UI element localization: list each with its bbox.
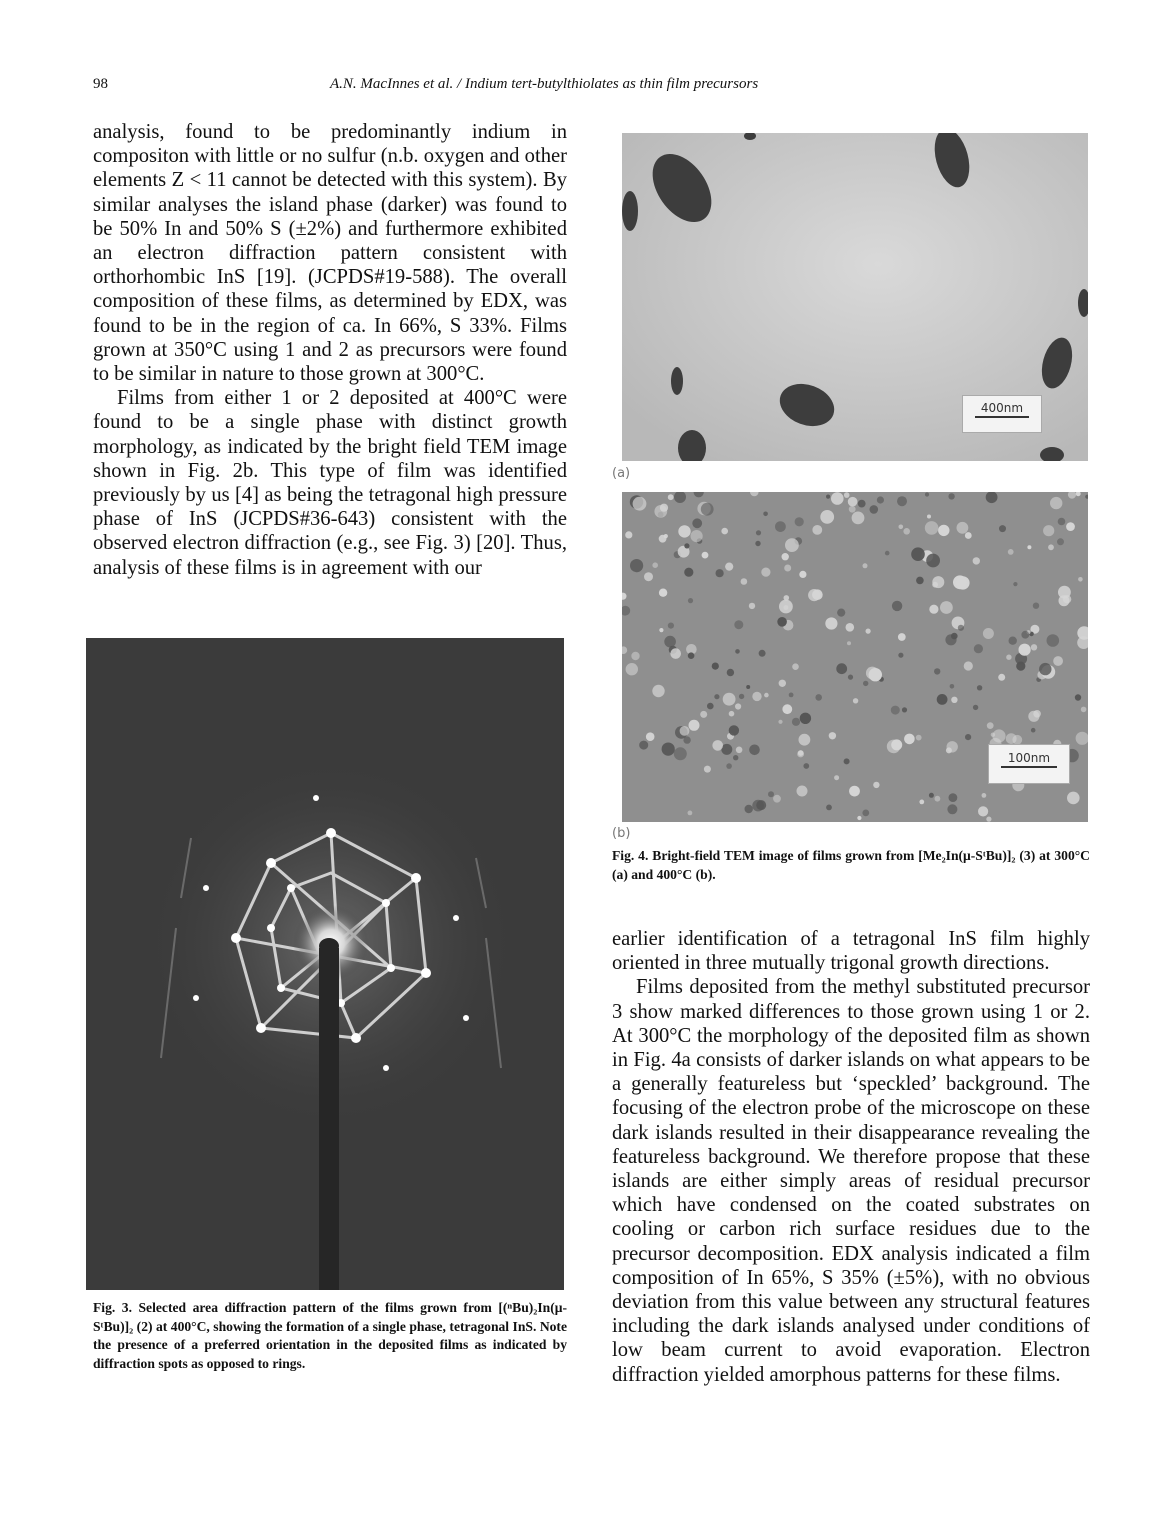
speckle — [929, 793, 934, 798]
speckle — [1067, 792, 1080, 805]
speckle — [799, 571, 806, 578]
speckle — [934, 668, 940, 674]
speckle — [716, 569, 724, 577]
speckle — [911, 547, 925, 561]
speckle — [712, 740, 723, 751]
speckle — [826, 805, 832, 811]
speckle — [825, 617, 837, 629]
speckle — [964, 661, 973, 670]
speckle — [1021, 631, 1029, 639]
speckle — [863, 563, 868, 568]
speckle — [1081, 707, 1087, 713]
right-paragraph-1: earlier identification of a tetragonal InS film highly oriented in three mutually trigonal growth directions. — [612, 928, 1090, 975]
speckle — [723, 693, 736, 706]
speckle — [735, 703, 741, 709]
speckle — [646, 732, 655, 741]
speckle — [919, 800, 924, 805]
fig4-panel-b-label: (b) — [612, 826, 631, 841]
speckle — [726, 763, 732, 769]
speckle — [789, 693, 794, 698]
speckle — [707, 703, 714, 710]
speckle — [752, 692, 761, 701]
speckle — [999, 525, 1006, 532]
speckle — [1058, 518, 1066, 526]
speckle — [736, 747, 743, 754]
speckle — [869, 668, 882, 681]
speckle — [935, 796, 941, 802]
speckle — [680, 726, 690, 736]
speckle — [947, 804, 957, 814]
speckle — [692, 518, 702, 528]
speckle — [891, 706, 900, 715]
speckle — [987, 722, 994, 729]
speckle — [983, 628, 994, 639]
speckle — [729, 725, 739, 735]
speckle — [792, 663, 799, 670]
speckle — [704, 766, 711, 773]
speckle — [768, 791, 774, 797]
speckle — [998, 674, 1005, 681]
speckle — [741, 578, 748, 585]
speckle — [847, 641, 851, 645]
fig4b-tem-image — [622, 492, 1088, 822]
speckle — [729, 711, 735, 717]
speckle — [797, 786, 808, 797]
speckle — [1075, 694, 1081, 700]
speckle — [937, 694, 948, 705]
speckle — [761, 568, 770, 577]
speckle — [749, 603, 755, 609]
speckle — [759, 650, 766, 657]
speckle — [803, 763, 809, 769]
speckle — [735, 649, 740, 654]
speckle — [652, 562, 658, 568]
speckle — [904, 734, 915, 745]
speckle — [755, 541, 760, 546]
fig3-caption-text: Selected area diffraction pattern of the films grown from [(ⁿBu)₂In(μ-SᵗBu)]₂ (2) at 400°C, showing the formation of a single phase, tetragonal InS. Note the presence of a preferred orientation in the deposited films as indicated by diffraction spots as opposed to rings. — [93, 1300, 567, 1371]
speckle — [1006, 733, 1017, 744]
speckle — [725, 563, 733, 571]
speckle — [831, 492, 844, 505]
speckle — [903, 528, 910, 535]
speckle — [785, 538, 799, 552]
speckle — [749, 745, 760, 756]
left-text-column — [93, 120, 567, 580]
speckle — [792, 718, 800, 726]
speckle — [940, 601, 953, 614]
speckle — [631, 652, 639, 660]
speckle — [639, 741, 648, 750]
speckle — [950, 684, 955, 689]
speckle — [863, 681, 868, 686]
speckle — [1031, 644, 1037, 650]
speckle — [932, 576, 944, 588]
speckle — [946, 747, 952, 753]
speckle — [916, 735, 922, 741]
running-head: A.N. MacInnes et al. / Indium tert-butylthiolates as thin film precursors — [330, 76, 759, 92]
scale-bar-b — [988, 744, 1070, 784]
speckle — [1016, 662, 1025, 671]
speckle — [957, 522, 969, 534]
speckle — [778, 720, 782, 724]
speckle — [659, 628, 663, 632]
speckle — [626, 663, 638, 675]
speckle — [701, 503, 714, 516]
speckle — [1048, 544, 1054, 550]
speckle — [849, 506, 856, 513]
speckle — [958, 625, 964, 631]
speckle — [773, 795, 781, 803]
speckle — [1078, 577, 1083, 582]
page-number: 98 — [93, 76, 108, 92]
speckle — [684, 568, 693, 577]
speckle — [756, 530, 761, 535]
speckle — [779, 680, 786, 687]
speckle — [973, 557, 980, 564]
speckle — [1057, 538, 1064, 545]
speckle — [721, 528, 728, 535]
speckle — [746, 685, 750, 689]
speckle — [739, 694, 744, 699]
speckle — [885, 551, 890, 556]
right-text-column — [612, 927, 1090, 1387]
speckle — [1053, 656, 1063, 666]
speckle — [1043, 525, 1054, 536]
speckle — [625, 531, 632, 538]
speckle — [812, 589, 823, 600]
speckle — [1033, 603, 1039, 609]
speckle — [862, 810, 869, 817]
speckle — [1009, 637, 1017, 645]
speckle — [688, 598, 693, 603]
speckle — [877, 496, 884, 503]
speckle — [1039, 663, 1051, 675]
speckle — [892, 601, 902, 611]
speckle — [974, 644, 983, 653]
speckle — [834, 775, 839, 780]
speckle — [702, 552, 709, 559]
speckle — [734, 620, 743, 629]
speckle — [691, 530, 703, 542]
left-paragraph-2: Films from either 1 or 2 deposited at 400°C were found to be a single phase with distinct growth morphology, as indicated by the bright field TEM image shown in Fig. 2b. This type of film was identified previously by us [4] as being the tetragonal high pressure phase of InS (JCPDS#36-643) consistent with the observed electron diffraction (e.g., see Fig. 3) [20]. Thus, analysis of these films is in agreement with our — [93, 387, 567, 579]
fig4a-tem-image — [622, 133, 1088, 461]
speckle — [782, 704, 792, 714]
speckle — [982, 793, 987, 798]
fig4-caption — [612, 847, 1090, 884]
speckle — [948, 493, 954, 499]
speckle — [925, 492, 929, 496]
speckle — [965, 532, 972, 539]
speckle — [837, 609, 845, 617]
speckle — [779, 600, 793, 614]
speckle — [848, 675, 853, 680]
speckle — [858, 500, 866, 508]
fig3-label: Fig. 3. — [93, 1300, 132, 1315]
speckle — [727, 669, 734, 676]
fig3-diffraction-image — [86, 638, 564, 1290]
speckle — [829, 732, 836, 739]
speckle — [1006, 655, 1011, 660]
speckle — [977, 685, 982, 690]
speckle — [899, 525, 904, 530]
speckle — [674, 747, 687, 760]
fig4-caption-text: Bright-field TEM image of films grown from [Me₂In(μ-SᵗBu)]₂ (3) at 300°C (a) and 400°C (b). — [612, 848, 1090, 882]
speckle — [927, 515, 931, 519]
speckle — [1028, 711, 1039, 722]
speckle — [844, 492, 850, 498]
speckle — [662, 743, 675, 756]
speckle — [799, 734, 811, 746]
speckle — [836, 663, 847, 674]
speckle — [664, 534, 668, 538]
speckle — [664, 636, 676, 648]
speckle — [949, 793, 958, 802]
speckle — [870, 505, 879, 514]
speckle — [1066, 522, 1075, 531]
speckle — [925, 521, 939, 535]
speckle — [898, 653, 903, 658]
speckle — [815, 694, 822, 701]
speckle — [1047, 634, 1060, 647]
speckle — [978, 806, 988, 816]
speckle — [926, 554, 940, 568]
speckle — [684, 543, 689, 548]
speckle — [644, 572, 653, 581]
diffraction-pattern-graphic — [86, 638, 564, 1290]
speckle — [951, 697, 957, 703]
scale-bar-b-line — [1001, 766, 1057, 768]
speckle — [891, 739, 902, 750]
scale-bar-a-line — [975, 416, 1030, 418]
speckle — [784, 565, 791, 572]
speckle — [844, 758, 850, 764]
speckle — [777, 617, 787, 627]
speckle — [820, 510, 834, 524]
speckle — [1027, 545, 1031, 549]
speckle — [846, 623, 855, 632]
speckle — [857, 816, 861, 820]
speckle — [1059, 595, 1070, 606]
speckle — [849, 786, 860, 797]
speckle — [951, 633, 958, 640]
left-paragraph-1: analysis, found to be predominantly indium in compositon with little or no sulfur (n.b. oxygen and other elements Z < 11 cannot be detected with this system). By similar analyses the island phase (darker) was found to be 50% In and 50% S (±2%) and furthermore exhibited an electron diffraction pattern consistent with orthorhombic InS [19]. (JCPDS#19-588). The overall composition of these films, as determined by EDX, was found to be in the region of ca. In 66%, S 33%. Films grown at 350°C using 1 and 2 as precursors were found to be similar in nature to those grown at 300°C. — [93, 121, 567, 386]
speckle — [929, 605, 938, 614]
speckle — [689, 720, 700, 731]
speckle — [733, 755, 738, 760]
speckle — [991, 733, 995, 737]
speckle — [986, 817, 991, 822]
speckle — [852, 512, 865, 525]
speckle — [848, 497, 858, 507]
speckle — [1013, 582, 1017, 586]
speckle — [688, 652, 695, 659]
speckle — [654, 505, 667, 518]
speckle — [797, 751, 804, 758]
speckle — [678, 525, 690, 537]
fig3-caption — [93, 1299, 567, 1373]
fig4-panel-a-label: (a) — [612, 466, 631, 481]
speckle — [826, 495, 830, 499]
speckle — [953, 575, 967, 589]
speckle — [630, 559, 643, 572]
speckle — [812, 525, 822, 535]
speckle — [652, 685, 664, 697]
speckle — [1050, 497, 1062, 509]
speckle — [898, 633, 906, 641]
speckle — [764, 693, 769, 698]
speckle — [714, 694, 719, 699]
speckle — [916, 577, 924, 585]
speckle — [659, 589, 667, 597]
speckle — [752, 800, 764, 812]
speckle — [873, 782, 879, 788]
speckle — [973, 705, 978, 710]
speckle — [938, 525, 949, 536]
speckle — [1019, 644, 1031, 656]
speckle — [795, 517, 804, 526]
scale-bar-a — [962, 395, 1042, 433]
scale-bar-b-label: 100nm — [1007, 751, 1051, 765]
fig4-label: Fig. 4. — [612, 848, 649, 863]
speckle — [897, 496, 907, 506]
speckle — [633, 497, 647, 511]
speckle — [965, 734, 971, 740]
speckle — [866, 629, 871, 634]
speckle — [775, 521, 786, 532]
speckle — [853, 698, 858, 703]
speckle — [1031, 728, 1036, 733]
speckle — [745, 805, 753, 813]
speckle — [683, 736, 690, 743]
right-paragraph-2: Films deposited from the methyl substituted precursor 3 show marked differences to those grown using 1 or 2. At 300°C the morphology of the deposited film as shown in Fig. 4a consists of darker islands on what appears to be a generally featureless but ‘speckled’ background. The focusing of the electron probe of the microscope on these dark islands resulted in their disappearance revealing the featureless background. We therefore propose that these islands are either simply areas of residual precursor which have condensed on the coated substrates on cooling or carbon rich surface residues due to the precursor decomposition. EDX analysis indicated a film composition of In 65%, S 35% (±5%), with no obvious deviation from this value between any structural features including the dark islands analysed under conditions of low beam current to avoid evaporation. Electron diffraction yielded amorphous patterns for these films. — [612, 976, 1090, 1386]
beam-stop — [319, 948, 339, 1290]
speckle — [670, 648, 681, 659]
speckle — [700, 711, 707, 718]
speckle — [1008, 549, 1014, 555]
speckle — [902, 707, 907, 712]
speckle — [712, 663, 719, 670]
scale-bar-a-label: 400nm — [980, 401, 1024, 415]
speckle — [782, 553, 789, 560]
speckle — [800, 713, 811, 724]
speckle — [763, 512, 768, 517]
speckle — [668, 494, 674, 500]
speckle — [688, 811, 693, 816]
speckle — [668, 623, 674, 629]
